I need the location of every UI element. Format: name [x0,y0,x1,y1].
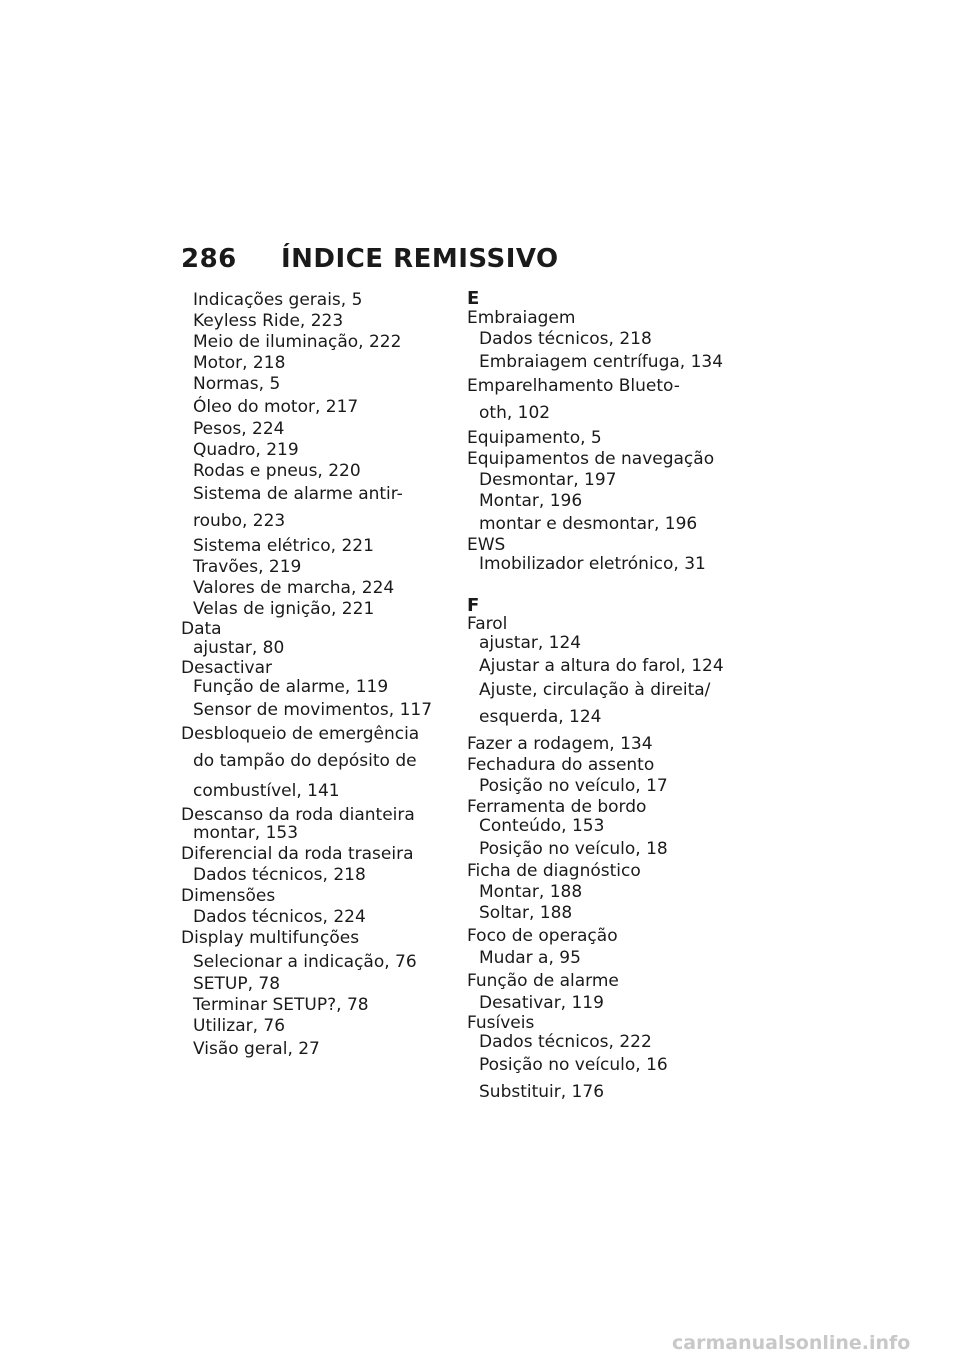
index-entry: Desbloqueio de emergência [181,724,420,744]
section-gap [467,575,757,597]
index-subentry: Ajuste, circulação à direita/ [479,680,711,700]
index-entry: Dimensões [181,886,276,906]
index-subentry: Desativar, 119 [479,993,604,1013]
index-subentry: Sensor de movimentos, 117 [193,700,433,720]
index-entry: Diferencial da roda traseira [181,844,414,864]
index-column-left [181,290,471,1061]
index-subentry: Valores de marcha, 224 [193,578,395,598]
index-subentry: Visão geral, 27 [193,1039,320,1059]
index-subentry: Posição no veículo, 16 [479,1055,668,1075]
index-entry: Farol [467,614,508,634]
index-entry: Fechadura do assento [467,755,655,775]
index-subentry: roubo, 223 [193,511,286,531]
index-entry: Fusíveis [467,1013,535,1033]
index-entry: Fazer a rodagem, 134 [467,734,653,754]
index-entry: Ferramenta de bordo [467,797,647,817]
index-subentry: Keyless Ride, 223 [193,311,344,331]
index-subentry: Terminar SETUP?, 78 [193,995,369,1015]
index-subentry: Óleo do motor, 217 [193,397,359,417]
index-subentry: ajustar, 124 [479,633,582,653]
section-title: ÍNDICE REMISSIVO [281,244,559,274]
index-subentry: Velas de ignição, 221 [193,599,375,619]
index-subentry: esquerda, 124 [479,707,602,727]
index-subentry: Pesos, 224 [193,419,285,439]
index-letter-heading: F [467,595,480,616]
index-subentry: Imobilizador eletrónico, 31 [479,554,706,574]
index-entry: Descanso da roda dianteira [181,805,415,825]
watermark: carmanualsonline.info [672,1332,911,1354]
index-subentry: Conteúdo, 153 [479,816,605,836]
index-entry: EWS [467,535,506,555]
index-subentry: SETUP, 78 [193,974,281,994]
index-subentry: Mudar a, 95 [479,948,581,968]
index-subentry: Montar, 196 [479,491,583,511]
page-header [181,244,559,274]
index-subentry: Embraiagem centrífuga, 134 [479,352,724,372]
index-entry: Display multifunções [181,928,360,948]
index-subentry: Travões, 219 [193,557,302,577]
index-subentry: Indicações gerais, 5 [193,290,363,310]
index-subentry: Normas, 5 [193,374,281,394]
index-subentry: Sistema de alarme antir- [193,484,403,504]
index-entry: Equipamento, 5 [467,428,602,448]
index-subentry: Sistema elétrico, 221 [193,536,374,556]
index-subentry: Soltar, 188 [479,903,573,923]
index-subentry: Desmontar, 197 [479,470,617,490]
index-column-right [467,290,757,1107]
index-entry: Embraiagem [467,308,576,328]
index-subentry: ajustar, 80 [193,638,285,658]
index-subentry: Utilizar, 76 [193,1016,286,1036]
index-entry: Emparelhamento Blueto- [467,376,680,396]
index-subentry: Meio de iluminação, 222 [193,332,402,352]
index-subentry: Dados técnicos, 218 [193,865,366,885]
index-subentry: montar, 153 [193,823,299,843]
index-letter-heading: E [467,288,480,309]
index-subentry: do tampão do depósito de [193,751,417,771]
index-subentry: Dados técnicos, 218 [479,329,652,349]
page-number: 286 [181,244,237,274]
index-subentry: Rodas e pneus, 220 [193,461,361,481]
index-entry: Desactivar [181,658,273,678]
index-subentry: Dados técnicos, 222 [479,1032,652,1052]
index-entry: Data [181,619,222,639]
index-entry: Ficha de diagnóstico [467,861,641,881]
index-subentry: montar e desmontar, 196 [479,514,698,534]
index-entry: Equipamentos de navegação [467,449,715,469]
index-subentry: oth, 102 [479,403,551,423]
index-subentry: Dados técnicos, 224 [193,907,366,927]
index-subentry: Ajustar a altura do farol, 124 [479,656,724,676]
index-subentry: Montar, 188 [479,882,583,902]
index-entry: Função de alarme [467,971,619,991]
index-subentry: Motor, 218 [193,353,286,373]
index-subentry: combustível, 141 [193,781,340,801]
index-entry: Foco de operação [467,926,618,946]
index-subentry: Quadro, 219 [193,440,299,460]
index-subentry: Posição no veículo, 18 [479,839,668,859]
index-subentry: Posição no veículo, 17 [479,776,668,796]
index-subentry: Função de alarme, 119 [193,677,389,697]
index-subentry: Selecionar a indicação, 76 [193,952,417,972]
index-subentry: Substituir, 176 [479,1082,605,1102]
